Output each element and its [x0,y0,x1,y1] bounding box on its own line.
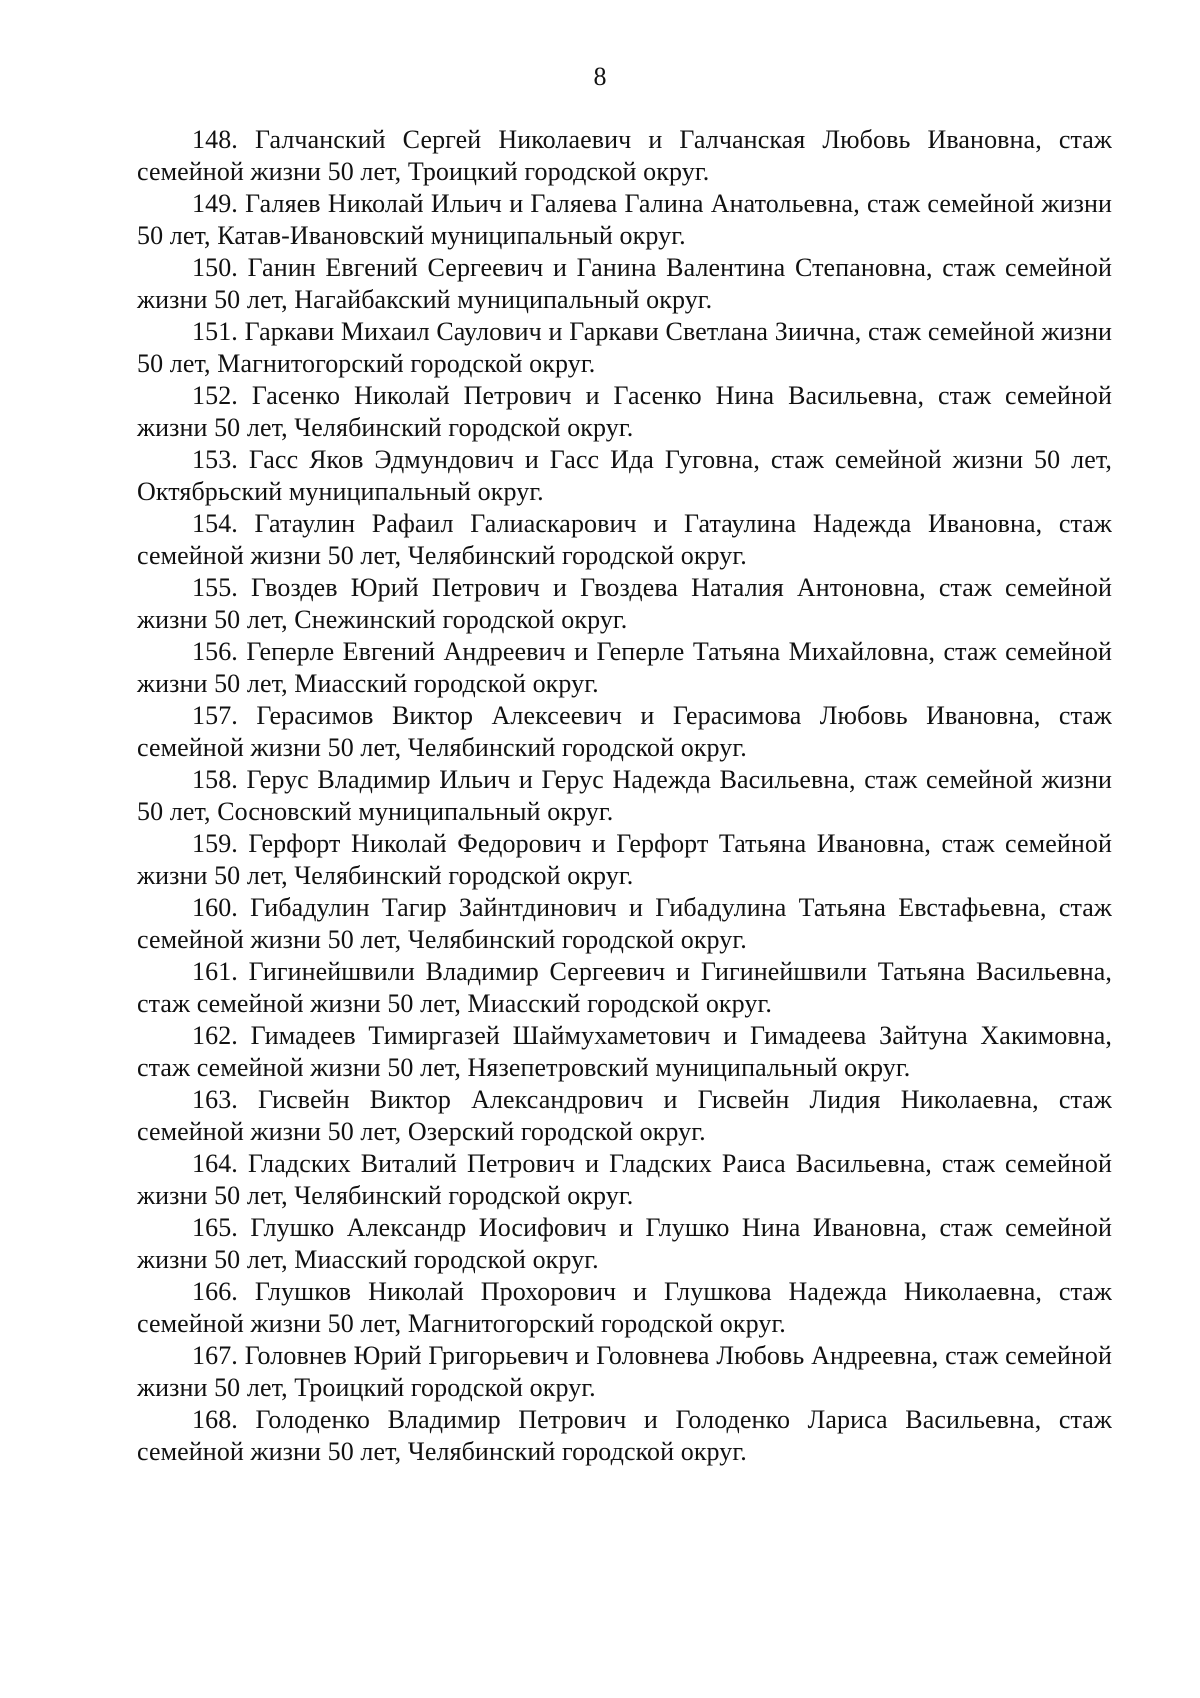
entry-text: Гасс Яков Эдмундович и Гасс Ида Гуговна, стаж семейной жизни 50 лет, Октябрьский муниципальный округ. [137,445,1112,506]
entry-list [137,124,1112,1468]
page-number: 8 [593,62,607,91]
list-item [137,1148,1112,1212]
entry-text: Гимадеев Тимиргазей Шаймухаметович и Гимадеева Зайтуна Хакимовна, стаж семейной жизни 50 лет, Нязепетровский муниципальный округ. [137,1021,1112,1082]
entry-text: Галчанский Сергей Николаевич и Галчанская Любовь Ивановна, стаж семейной жизни 50 лет, Троицкий городской округ. [137,125,1112,186]
list-item [137,444,1112,508]
entry-text: Глушков Николай Прохорович и Глушкова Надежда Николаевна, стаж семейной жизни 50 лет, Магнитогорский городской округ. [137,1277,1112,1338]
entry-text: Гисвейн Виктор Александрович и Гисвейн Лидия Николаевна, стаж семейной жизни 50 лет, Озерский городской округ. [137,1085,1112,1146]
list-item [137,1084,1112,1148]
entry-text: Герфорт Николай Федорович и Герфорт Татьяна Ивановна, стаж семейной жизни 50 лет, Челябинский городской округ. [137,829,1112,890]
list-item [137,892,1112,956]
list-item [137,956,1112,1020]
list-item [137,700,1112,764]
entry-text: Гибадулин Тагир Зайнтдинович и Гибадулина Татьяна Евстафьевна, стаж семейной жизни 50 лет, Челябинский городской округ. [137,893,1112,954]
entry-text: Гасенко Николай Петрович и Гасенко Нина Васильевна, стаж семейной жизни 50 лет, Челябинский городской округ. [137,381,1112,442]
list-item [137,508,1112,572]
entry-number: 164. [192,1149,238,1178]
entry-number: 149. [192,189,238,218]
entry-text: Гигинейшвили Владимир Сергеевич и Гигинейшвили Татьяна Васильевна, стаж семейной жизни 50 лет, Миасский городской округ. [137,957,1113,1018]
entry-number: 168. [192,1405,238,1434]
list-item [137,572,1112,636]
entry-number: 166. [192,1277,238,1306]
entry-text: Гладских Виталий Петрович и Гладских Раиса Васильевна, стаж семейной жизни 50 лет, Челябинский городской округ. [137,1149,1112,1210]
list-item [137,252,1112,316]
list-item [137,1276,1112,1340]
list-item [137,1404,1112,1468]
entry-number: 152. [192,381,238,410]
entry-number: 157. [192,701,238,730]
entry-text: Ганин Евгений Сергеевич и Ганина Валентина Степановна, стаж семейной жизни 50 лет, Нагайбакский муниципальный округ. [137,253,1112,314]
entry-text: Герасимов Виктор Алексеевич и Герасимова Любовь Ивановна, стаж семейной жизни 50 лет, Челябинский городской округ. [137,701,1112,762]
entry-number: 161. [192,957,238,986]
entry-text: Гаркави Михаил Саулович и Гаркави Светлана Зиична, стаж семейной жизни 50 лет, Магнитогорский городской округ. [137,317,1112,378]
entry-text: Геперле Евгений Андреевич и Геперле Татьяна Михайловна, стаж семейной жизни 50 лет, Миасский городской округ. [137,637,1113,698]
list-item [137,316,1112,380]
list-item [137,1020,1112,1084]
list-item [137,1340,1112,1404]
entry-number: 156. [192,637,238,666]
entry-number: 159. [192,829,238,858]
entry-number: 163. [192,1085,238,1114]
entry-text: Гвоздев Юрий Петрович и Гвоздева Наталия Антоновна, стаж семейной жизни 50 лет, Снежинский городской округ. [137,573,1112,634]
entry-number: 162. [192,1021,238,1050]
list-item [137,764,1112,828]
list-item [137,124,1112,188]
entry-text: Галяев Николай Ильич и Галяева Галина Анатольевна, стаж семейной жизни 50 лет, Катав-Ивановский муниципальный округ. [137,189,1112,250]
entry-number: 148. [192,125,238,154]
entry-number: 158. [192,765,238,794]
entry-text: Герус Владимир Ильич и Герус Надежда Васильевна, стаж семейной жизни 50 лет, Сосновский муниципальный округ. [137,765,1113,826]
entry-number: 154. [192,509,238,538]
entry-text: Голоденко Владимир Петрович и Голоденко Лариса Васильевна, стаж семейной жизни 50 лет, Челябинский городской округ. [137,1405,1112,1466]
entry-number: 160. [192,893,238,922]
list-item [137,1212,1112,1276]
entry-number: 165. [192,1213,238,1242]
entry-text: Глушко Александр Иосифович и Глушко Нина Ивановна, стаж семейной жизни 50 лет, Миасский городской округ. [137,1213,1112,1274]
entry-text: Головнев Юрий Григорьевич и Головнева Любовь Андреевна, стаж семейной жизни 50 лет, Троицкий городской округ. [137,1341,1113,1402]
entry-number: 151. [192,317,238,346]
entry-number: 155. [192,573,238,602]
list-item [137,188,1112,252]
entry-number: 150. [192,253,238,282]
list-item [137,828,1112,892]
list-item [137,380,1112,444]
list-item [137,636,1112,700]
entry-number: 167. [192,1341,238,1370]
entry-number: 153. [192,445,238,474]
entry-text: Гатаулин Рафаил Галиаскарович и Гатаулина Надежда Ивановна, стаж семейной жизни 50 лет, Челябинский городской округ. [137,509,1112,570]
